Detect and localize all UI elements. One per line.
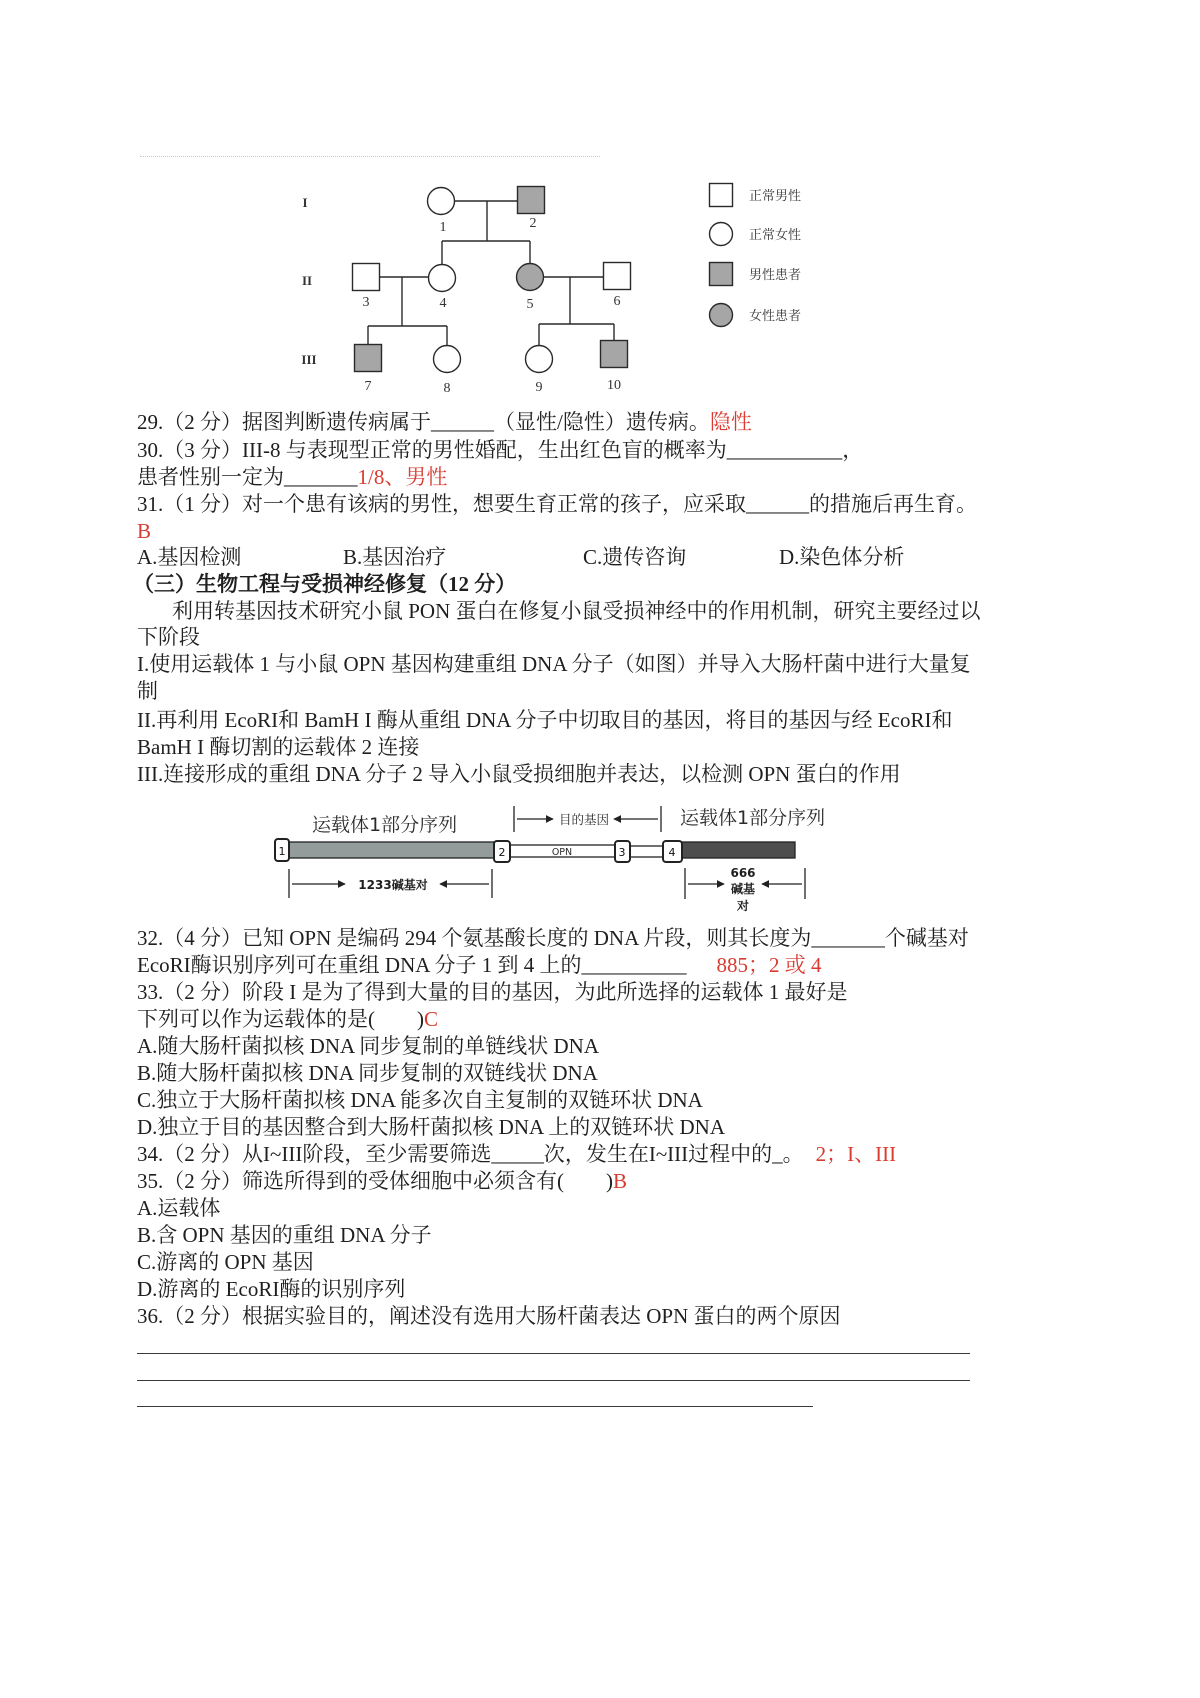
site-label-1: 1 bbox=[278, 845, 286, 858]
right-length-label-line-3: 对 bbox=[736, 899, 750, 913]
q32-stem: EcoRI酶识别序列可在重组 DNA 分子 1 到 4 上的__________ bbox=[137, 953, 687, 977]
stage-2-line-2: BamH I 酶切割的运载体 2 连接 bbox=[137, 735, 420, 759]
stage-1-line-1: I.使用运载体 1 与小鼠 OPN 基因构建重组 DNA 分子（如图）并导入大肠杆菌中进行大量复 bbox=[137, 652, 971, 676]
q30-stem: 患者性别一定为_______ bbox=[137, 465, 358, 489]
q36-stem: 36.（2 分）根据实验目的，阐述没有选用大肠杆菌表达 OPN 蛋白的两个原因 bbox=[137, 1304, 841, 1328]
legend-label: 正常男性 bbox=[749, 189, 802, 204]
open-circle-icon bbox=[434, 346, 461, 373]
q32-line-1: 32.（4 分）已知 OPN 是编码 294 个氨基酸长度的 DNA 片段，则其长度为_______个碱基对 bbox=[137, 926, 969, 950]
pedigree-individuals bbox=[353, 187, 631, 397]
open-square-icon bbox=[604, 263, 631, 290]
pedigree-legend bbox=[710, 184, 802, 327]
individual-number: 1 bbox=[439, 220, 447, 235]
q31-options bbox=[0, 545, 1200, 569]
q30-line-2 bbox=[137, 465, 447, 489]
q35-option-a: A.运载体 bbox=[137, 1196, 221, 1220]
q34 bbox=[137, 1142, 896, 1166]
individual-number: 7 bbox=[364, 379, 372, 394]
q31-answer: B bbox=[137, 519, 152, 543]
q35-option-c: C.游离的 OPN 基因 bbox=[137, 1250, 314, 1274]
individual-number: 5 bbox=[526, 297, 534, 312]
legend-label: 男性患者 bbox=[749, 268, 802, 283]
individual-10 bbox=[601, 341, 628, 394]
answer-line bbox=[137, 1380, 970, 1381]
individual-4 bbox=[429, 265, 456, 312]
individual-number: 3 bbox=[362, 295, 370, 310]
opn-gene-label: OPN bbox=[551, 847, 573, 858]
legend-item bbox=[710, 304, 802, 327]
individual-5 bbox=[517, 264, 544, 313]
vector-label-right: 运载体1部分序列 bbox=[680, 807, 826, 829]
individual-3 bbox=[353, 264, 380, 311]
stage-3-line-1: III.连接形成的重组 DNA 分子 2 导入小鼠受损细胞并表达，以检测 OPN 蛋白的作用 bbox=[137, 762, 901, 786]
shaded-circle-icon bbox=[710, 304, 733, 327]
individual-number: 2 bbox=[529, 216, 537, 231]
q33-line-2 bbox=[137, 1007, 438, 1031]
section-title: （三）生物工程与受损神经修复（12 分） bbox=[133, 572, 517, 596]
legend-label: 正常女性 bbox=[749, 228, 802, 243]
left-length-label: 1233碱基对 bbox=[358, 878, 428, 892]
stage-1-line-2: 制 bbox=[137, 679, 158, 703]
generation-label-iii: III bbox=[301, 352, 317, 367]
legend-item bbox=[710, 263, 802, 286]
generation-labels bbox=[301, 195, 316, 367]
q33-option-d: D.独立于目的基因整合到大肠杆菌拟核 DNA 上的双链环状 DNA bbox=[137, 1115, 725, 1139]
legend-item bbox=[710, 184, 802, 207]
site-label-4: 4 bbox=[668, 846, 676, 859]
shaded-square-icon bbox=[518, 187, 545, 214]
q34-stem: 34.（2 分）从I~III阶段，至少需要筛选_____次，发生在I~III过程中的_。 bbox=[137, 1142, 804, 1166]
vector-segment-right bbox=[682, 842, 795, 858]
site-label-3: 3 bbox=[618, 846, 626, 859]
dna-bar bbox=[275, 839, 795, 862]
shaded-square-icon bbox=[710, 263, 733, 286]
open-circle-icon bbox=[710, 223, 733, 246]
q33-stem: 下列可以作为运载体的是( ) bbox=[137, 1007, 424, 1031]
q29-answer: 隐性 bbox=[709, 410, 752, 434]
individual-number: 8 bbox=[443, 381, 451, 396]
individual-number: 10 bbox=[607, 378, 621, 393]
answer-line bbox=[137, 1353, 970, 1354]
generation-label-i: I bbox=[302, 195, 308, 210]
shaded-circle-icon bbox=[517, 264, 544, 291]
q35-option-d: D.游离的 EcoRI酶的识别序列 bbox=[137, 1277, 406, 1301]
vector-label-left: 运载体1部分序列 bbox=[312, 814, 458, 836]
legend-item bbox=[710, 223, 802, 246]
q34-answer: 2；I、III bbox=[815, 1142, 897, 1166]
q35 bbox=[137, 1169, 627, 1193]
q33-answer: C bbox=[424, 1007, 439, 1031]
q35-answer: B bbox=[613, 1169, 628, 1193]
individual-2 bbox=[518, 187, 545, 232]
q31-option-d: D.染色体分析 bbox=[779, 545, 905, 569]
open-circle-icon bbox=[428, 188, 455, 215]
shaded-square-icon bbox=[355, 345, 382, 372]
individual-9 bbox=[526, 346, 553, 396]
q31-stem: 31.（1 分）对一个患有该病的男性，想要生育正常的孩子，应采取______的措施后再生育。 bbox=[137, 492, 977, 516]
q35-option-b: B.含 OPN 基因的重组 DNA 分子 bbox=[137, 1223, 432, 1247]
site-label-2: 2 bbox=[498, 846, 506, 859]
q33-option-c: C.独立于大肠杆菌拟核 DNA 能多次自主复制的双链环状 DNA bbox=[137, 1088, 703, 1112]
stage-2-line-1: II.再利用 EcoRI和 BamH I 酶从重组 DNA 分子中切取目的基因，将目的基因与经 EcoRI和 bbox=[137, 708, 953, 732]
q33-option-b: B.随大肠杆菌拟核 DNA 同步复制的双链线状 DNA bbox=[137, 1061, 598, 1085]
q29 bbox=[137, 410, 752, 434]
open-square-icon bbox=[710, 184, 733, 207]
individual-6 bbox=[604, 263, 631, 310]
q32-line-2 bbox=[137, 953, 822, 977]
generation-label-ii: II bbox=[301, 273, 313, 288]
shaded-square-icon bbox=[601, 341, 628, 368]
q33-line-1: 33.（2 分）阶段 I 是为了得到大量的目的基因，为此所选择的运载体 1 最好是 bbox=[137, 980, 848, 1004]
q35-stem: 35.（2 分）筛选所得到的受体细胞中必须含有( ) bbox=[137, 1169, 613, 1193]
section-intro-line-2: 下阶段 bbox=[137, 625, 200, 649]
q31-option-b: B.基因治疗 bbox=[343, 545, 447, 569]
q33-option-a: A.随大肠杆菌拟核 DNA 同步复制的单链线状 DNA bbox=[137, 1034, 599, 1058]
pedigree-lines bbox=[368, 201, 614, 346]
q31-option-a: A.基因检测 bbox=[137, 545, 242, 569]
section-intro-line-1: 利用转基因技术研究小鼠 PON 蛋白在修复小鼠受损神经中的作用机制，研究主要经过以 bbox=[172, 599, 981, 623]
linker-segment bbox=[630, 846, 663, 857]
open-circle-icon bbox=[429, 265, 456, 292]
open-circle-icon bbox=[526, 346, 553, 373]
open-square-icon bbox=[353, 264, 380, 291]
right-length-label-line-1: 666 bbox=[730, 866, 756, 880]
q30-answer: 1/8、男性 bbox=[357, 465, 448, 489]
pedigree-chart bbox=[0, 0, 1200, 400]
q29-stem: 29.（2 分）据图判断遗传病属于______（显性/隐性）遗传病。 bbox=[137, 410, 710, 434]
individual-number: 6 bbox=[613, 294, 621, 309]
individual-number: 4 bbox=[439, 296, 447, 311]
individual-1 bbox=[428, 188, 455, 236]
individual-8 bbox=[434, 346, 461, 397]
q31-option-c: C.遗传咨询 bbox=[583, 545, 687, 569]
individual-7 bbox=[355, 345, 382, 395]
answer-line bbox=[137, 1406, 813, 1407]
target-gene-label: 目的基因 bbox=[558, 812, 610, 827]
recombinant-dna-diagram bbox=[0, 790, 1200, 920]
right-length-label-line-2: 碱基 bbox=[730, 882, 756, 896]
legend-label: 女性患者 bbox=[749, 309, 802, 324]
vector-segment-left bbox=[287, 842, 494, 858]
individual-number: 9 bbox=[535, 380, 543, 395]
q32-answer: 885；2 或 4 bbox=[716, 953, 822, 977]
q30-line-1: 30.（3 分）III-8 与表现型正常的男性婚配，生出红色盲的概率为___________， bbox=[137, 438, 864, 462]
